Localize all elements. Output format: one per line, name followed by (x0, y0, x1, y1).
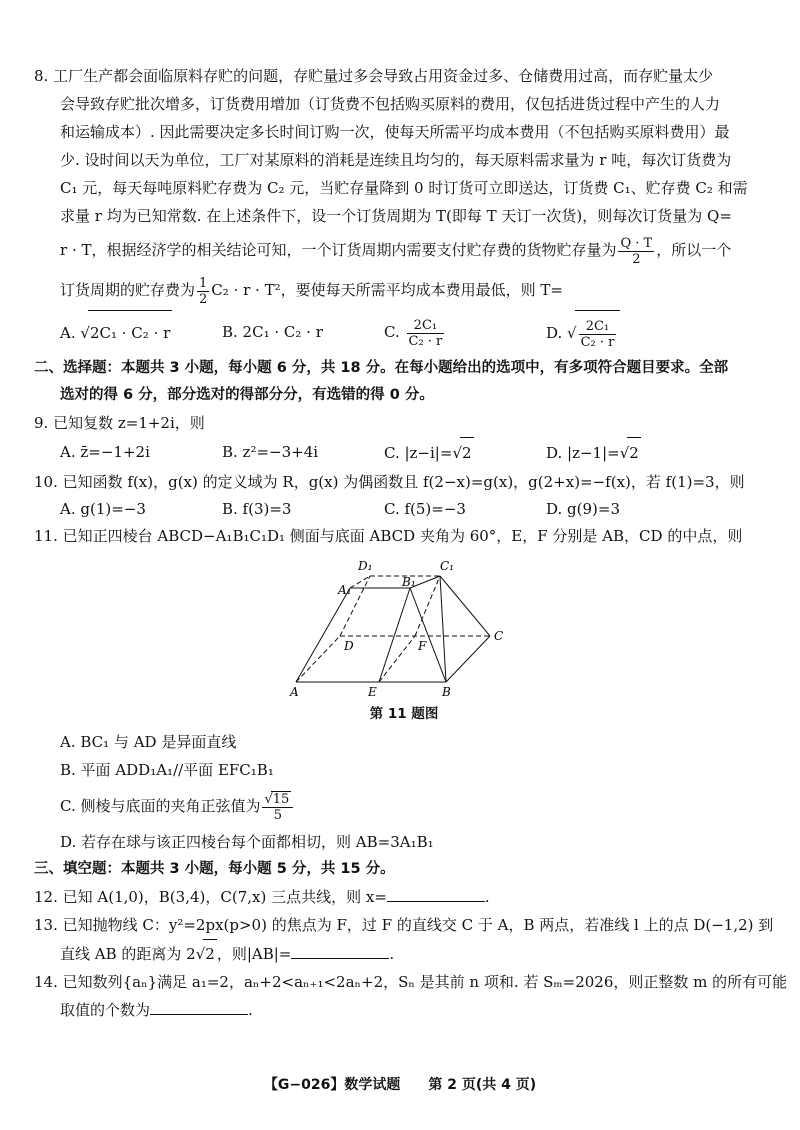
exam-page (34, 62, 788, 1024)
fraction-numerator: Q · T (620, 235, 653, 251)
q8-option-d: D. √ $\frac{\text{2C₁}}{\text{C₂ · r}}$ (546, 310, 708, 355)
section-2-heading (34, 355, 774, 409)
answer-blank[interactable] (150, 1000, 248, 1015)
q11-option-b: B. 平面 ADD₁A₁//平面 EFC₁B₁ (60, 761, 274, 779)
option-text: C. |z−i|= (384, 444, 453, 462)
fraction-numerator: √15 (262, 791, 293, 808)
section-heading-line: 选对的得 6 分，部分选对的得部分分，有选错的得 0 分。 (60, 387, 434, 403)
answer-blank[interactable] (387, 887, 485, 902)
figure-caption: 第 11 题图 (369, 706, 439, 722)
q9-option-a: A. z̄=−1+2i (60, 443, 150, 461)
vertex-label-C1: C₁ (440, 559, 454, 573)
q9-option-c: C. |z−i|=√2 (384, 437, 546, 468)
radicand: 2 (627, 437, 641, 468)
q8-option-c (384, 310, 546, 355)
section-heading-line: 二、选择题：本题共 3 小题，每小题 6 分，共 18 分。在每小题给出的选项中，有多项符合题目要求。全部 (34, 360, 729, 376)
q8-line-7 (34, 230, 774, 270)
vertex-label-F: F (418, 639, 427, 653)
q8-line8-text: 订货周期的贮存费为 (60, 281, 196, 299)
q10-option-b: B. f(3)=3 (222, 500, 292, 518)
punctuation: . (248, 1001, 253, 1019)
frustum-diagram (34, 550, 774, 700)
question-13-line2: 直线 AB 的距离为 2√2 ，则|AB|= . (34, 939, 774, 968)
q9-option-d: D. |z−1|=√2 (546, 437, 708, 468)
radicand: 2C₁ · C₂ · r (88, 310, 172, 355)
q10-option-c: C. f(5)=−3 (384, 500, 466, 518)
section-3-heading: 三、填空题：本题共 3 小题，每小题 5 分，共 15 分。 (34, 861, 395, 877)
vertex-label-B: B (442, 685, 451, 699)
fraction-numerator: 1 (199, 275, 208, 291)
q8-line: 求量 r 均为已知常数. 在上述条件下，设一个订货周期为 T(即每 T 天订一次货)，则每次订货量为 Q= (60, 207, 732, 225)
question-9-stem: 9. 已知复数 z=1+2i，则 (34, 414, 205, 432)
question-11-stem: 11. 已知正四棱台 ABCD−A₁B₁C₁D₁ 侧面与底面 ABCD 夹角为 60°，E，F 分别是 AB，CD 的中点，则 (34, 527, 743, 545)
q10-option-a: A. g(1)=−3 (60, 500, 146, 518)
q8-option-b: B. 2C₁ · C₂ · r (222, 323, 323, 341)
option-label: A. (60, 324, 76, 342)
fraction-QT-over-2 (618, 236, 654, 267)
question-12 (34, 883, 774, 911)
question-text: ，则|AB|= (216, 945, 292, 963)
question-text: 直线 AB 的距离为 2 (60, 945, 196, 963)
radicand: 15 (272, 792, 290, 807)
fraction (579, 319, 617, 350)
q8-line-8 (34, 270, 774, 310)
fraction-denominator: C₂ · r (408, 333, 443, 349)
q9-option-b: B. z²=−3+4i (222, 443, 319, 461)
vertex-label-D: D (344, 639, 354, 653)
vertex-label-D1: D₁ (358, 559, 373, 573)
fraction-denominator: C₂ · r (580, 334, 615, 350)
fraction-denominator: 2 (632, 251, 641, 267)
page-number: 第 2 页(共 4 页) (428, 1077, 537, 1093)
punctuation: . (389, 945, 395, 963)
q8-line: 少. 设时间以天为单位，工厂对某原料的消耗是连续且均匀的，每天原料需求量为 r 吨，每次订货费为 (60, 151, 732, 169)
radicand: 2 (460, 437, 474, 468)
vertex-label-A1: A₁ (338, 583, 352, 597)
radicand: 2 (203, 939, 217, 968)
fraction (407, 318, 445, 349)
page-footer (0, 1074, 800, 1094)
question-text: 12. 已知 A(1,0)，B(3,4)，C(7,x) 三点共线，则 x= (34, 888, 387, 906)
punctuation: . (484, 888, 490, 906)
fraction-numerator: 2C₁ (407, 318, 445, 334)
fraction-denominator: 2 (199, 291, 208, 307)
question-14-line2 (34, 996, 774, 1024)
q8-line: 8. 工厂生产都会面临原料存贮的问题，存贮量过多会导致占用资金过多、仓储费用过高，而存贮量太少 (34, 67, 714, 85)
q8-line7-text: r · T，根据经济学的相关结论可知，一个订货周期内需要支付贮存费的货物贮存量为 (60, 241, 617, 259)
question-14-line1: 14. 已知数列{aₙ}满足 a₁=2，aₙ+2<aₙ₊₁<2aₙ+2，Sₙ 是其前 n 项和. 若 Sₘ=2026，则正整数 m 的所有可能 (34, 973, 788, 991)
question-13-line1: 13. 已知抛物线 C：y²=2px(p>0) 的焦点为 F，过 F 的直线交 C 于 A，B 两点，若准线 l 上的点 D(−1,2) 到 (34, 916, 774, 934)
question-text: 取值的个数为 (60, 1001, 151, 1019)
q8-options (34, 310, 774, 355)
q8-line: 和运输成本）. 因此需要决定多长时间订购一次，使每天所需平均成本费用（不包括购买原料费用）最 (60, 123, 730, 141)
option-text: C. 侧棱与底面的夹角正弦值为 (60, 797, 261, 815)
q10-option-d: D. g(9)=3 (546, 500, 620, 518)
q11-option-a: A. BC₁ 与 AD 是异面直线 (60, 733, 237, 751)
exam-code: 【G−026】数学试题 (263, 1077, 401, 1093)
q10-options (34, 496, 774, 522)
question-8 (34, 62, 774, 355)
fraction-numerator: 2C₁ (579, 319, 617, 335)
option-label: C. (384, 323, 400, 341)
fraction (262, 791, 293, 823)
q8-line: C₁ 元，每天每吨原料贮存费为 C₂ 元，当贮存量降到 0 时订货可立即送达，订货费 C₁、贮存费 C₂ 和需 (60, 179, 748, 197)
q8-line: 会导致存贮批次增多，订货费用增加（订货费不包括购买原料的费用，仅包括进货过程中产生的人力 (60, 95, 721, 113)
q11-option-d: D. 若存在球与该正四棱台每个面都相切，则 AB=3A₁B₁ (60, 833, 434, 851)
frustum-figure (34, 550, 774, 700)
vertex-label-A: A (290, 685, 299, 699)
vertex-label-B1: B₁ (402, 575, 416, 589)
radical (575, 310, 621, 355)
answer-blank[interactable] (291, 944, 389, 959)
option-text: D. |z−1|= (546, 444, 620, 462)
q8-option-a: A. √2C₁ · C₂ · r (60, 310, 222, 355)
fraction-one-half (197, 276, 209, 307)
q11-option-c (34, 784, 774, 828)
vertex-label-C: C (494, 629, 504, 643)
question-10-stem: 10. 已知函数 f(x)，g(x) 的定义域为 R，g(x) 为偶函数且 f(2−x)=g(x)，g(2+x)=−f(x)，若 f(1)=3，则 (34, 473, 745, 491)
q9-options (34, 437, 774, 468)
q8-line8-tail: C₂ · r · T²，要使每天所需平均成本费用最低，则 T= (211, 281, 563, 299)
fraction-denominator: 5 (273, 808, 283, 823)
q8-line7-tail: ，所以一个 (656, 241, 732, 259)
vertex-label-E: E (368, 685, 377, 699)
option-label: D. (546, 324, 563, 342)
